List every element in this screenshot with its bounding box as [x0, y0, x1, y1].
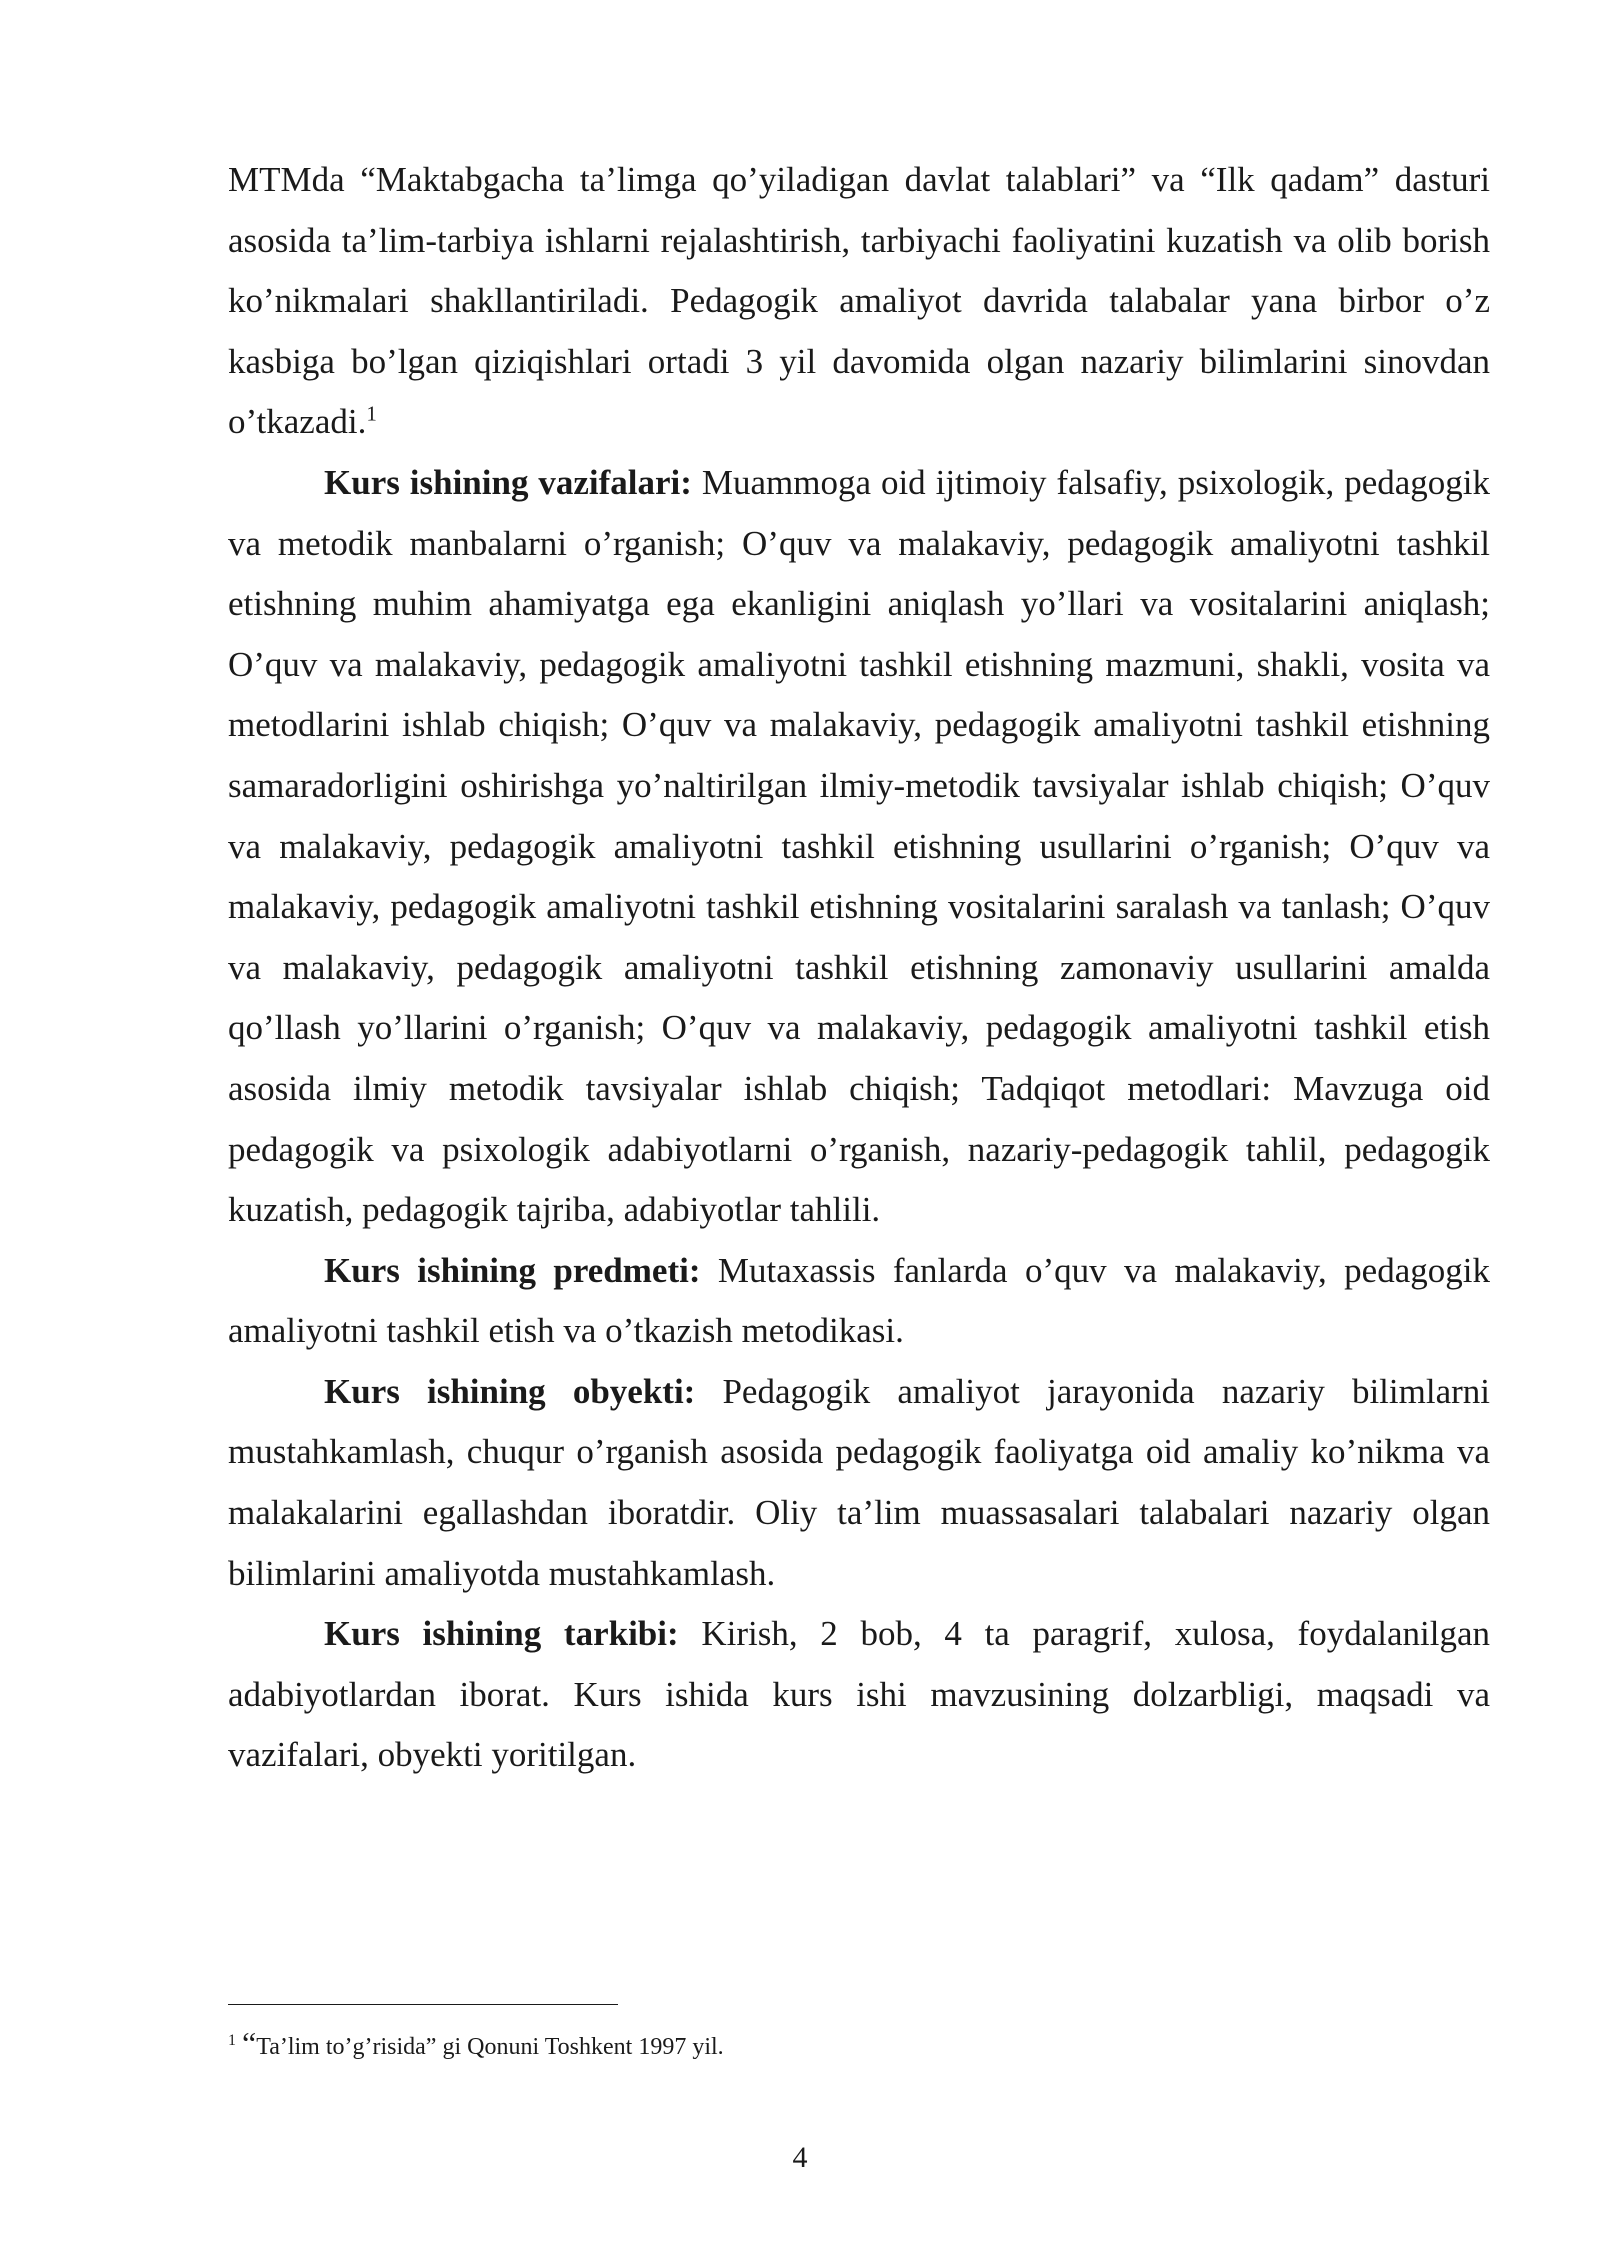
paragraph-obyekti-text: Pedagogik amaliyot jarayonida nazariy bilimlarni mustahkamlash, chuqur o’rganish asosida pedagogik faoliyatga oid amaliy ko’nikma va malakalarini egallashdan iboratdir. Oliy ta’lim muassasalari talabalari nazariy olgan bilimlarini amaliyotda mustahkamlash.: [228, 1371, 1490, 1593]
footnote-number: 1: [228, 2032, 236, 2049]
paragraph-vazifalari-text: Muammoga oid ijtimoiy falsafiy, psixologik, pedagogik va metodik manbalarni o’rganish; O’quv va malakaviy, pedagogik amaliyotni tashkil etishning muhim ahamiyatga ega ekanligini aniqlash yo’llari va vositalarini aniqlash; O’quv va malakaviy, pedagogik amaliyotni tashkil etishning mazmuni, shakli, vosita va metodlarini ishlab chiqish; O’quv va malakaviy, pedagogik amaliyotni tashkil etishning samaradorligini oshirishga yo’naltirilgan ilmiy-metodik tavsiyalar ishlab chiqish; O’quv va malakaviy, pedagogik amaliyotni tashkil etishning usullarini o’rganish; O’quv va malakaviy, pedagogik amaliyotni tashkil etishning vositalarini saralash va tanlash; O’quv va malakaviy, pedagogik amaliyotni tashkil etishning zamonaviy usullarini amalda qo’llash yo’llarini o’rganish; O’quv va malakaviy, pedagogik amaliyotni tashkil etish asosida ilmiy metodik tavsiyalar ishlab chiqish; Tadqiqot metodlari: Mavzuga oid pedagogik va psixologik adabiyotlarni o’rganish, nazariy-pedagogik tahlil, pedagogik kuzatish, pedagogik tajriba, adabiyotlar tahlili.: [228, 462, 1490, 1230]
paragraph-predmeti: [228, 1241, 1490, 1362]
paragraph-predmeti-text: Mutaxassis fanlarda o’quv va malakaviy, pedagogik amaliyotni tashkil etish va o’tkazish metodikasi.: [228, 1250, 1490, 1351]
footnote-reference: 1: [366, 401, 377, 426]
paragraph-obyekti-heading: Kurs ishining obyekti:: [324, 1371, 696, 1411]
document-body: [228, 150, 1490, 1786]
paragraph-vazifalari-heading: Kurs ishining vazifalari:: [324, 462, 692, 502]
paragraph-tarkibi: [228, 1604, 1490, 1786]
footnote-text: Ta’lim to’g’risida” gi Qonuni Toshkent 1997 yil.: [256, 2034, 724, 2060]
paragraph-obyekti: [228, 1362, 1490, 1604]
footnote-separator: [228, 2004, 618, 2005]
paragraph-tarkibi-text: Kirish, 2 bob, 4 ta paragrif, xulosa, foydalanilgan adabiyotlardan iborat. Kurs ishida kurs ishi mavzusining dolzarbligi, maqsadi va vazifalari, obyekti yoritilgan.: [228, 1614, 1490, 1775]
footnote: [228, 2026, 1490, 2064]
paragraph-vazifalari: [228, 453, 1490, 1241]
paragraph-tarkibi-heading: Kurs ishining tarkibi:: [324, 1614, 679, 1654]
paragraph-intro-text: MTMda “Maktabgacha ta’limga qo’yiladigan davlat talablari” va “Ilk qadam” dasturi asosida ta’lim-tarbiya ishlarni rejalashtirish, tarbiyachi faoliyatini kuzatish va olib borish ko’nikmalari shakllantiriladi. Pedagogik amaliyot davrida talabalar yana birbor o’z kasbiga bo’lgan qiziqishlari ortadi 3 yil davomida olgan nazariy bilimlarini sinovdan o’tkazadi.: [228, 160, 1490, 442]
page-number: 4: [792, 2141, 808, 2174]
paragraph-predmeti-heading: Kurs ishining predmeti:: [324, 1250, 701, 1290]
paragraph-intro: [228, 150, 1490, 453]
footnote-open-quote: “: [242, 2025, 257, 2061]
